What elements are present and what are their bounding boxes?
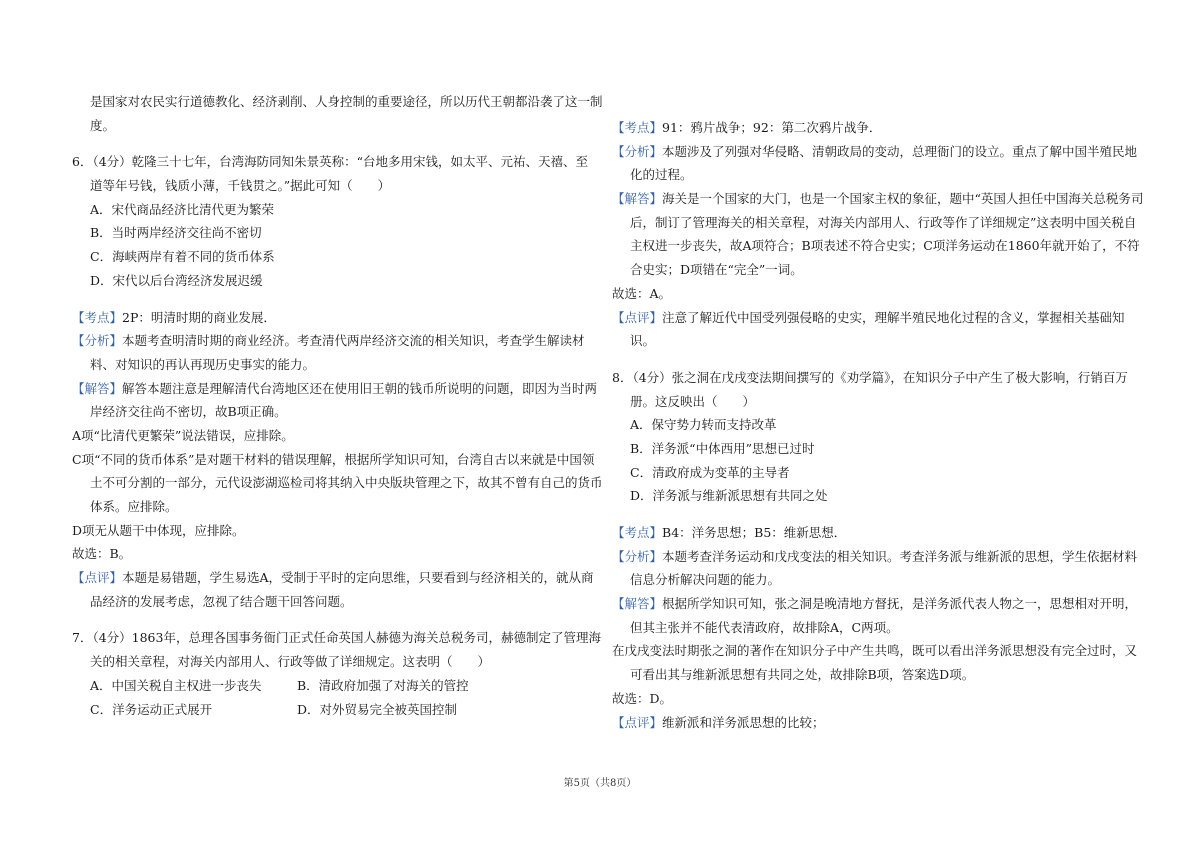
question-7-stem: 7．（4分）1863年，总理各国事务衙门正式任命英国人赫德为海关总税务司，赫德制定了管理海 xyxy=(72,630,601,646)
question-6-stem: 道等年号钱，钱质小薄，千钱贯之。”据此可知（ ） xyxy=(90,178,391,194)
q6-fenxi-cont: 料、对知识的再认再现历史事实的能力。 xyxy=(90,356,316,372)
q7-jieda-cont: 主权进一步丧失，故A项符合；B项表述不符合史实；C项洋务运动在1860年就开始了，不符 xyxy=(630,238,1140,254)
question-6-option-d: D．宋代以后台湾经济发展迟缓 xyxy=(90,272,263,288)
question-7-option-b: B．清政府加强了对海关的管控 xyxy=(297,677,469,693)
q6-extra: A项“比清代更繁荣”说法错误，应排除。 xyxy=(72,427,294,443)
jieda-tag: 【解答】 xyxy=(612,191,663,207)
q6-extra: C项“不同的货币体系”是对题干材料的错误理解，根据所学知识可知，台湾自古以来就是中国领 xyxy=(72,451,595,467)
q7-jieda: 【解答】海关是一个国家的大门，也是一个国家主权的象征，题中“英国人担任中国海关总税务司 xyxy=(612,191,1144,207)
q8-jieda: 【解答】根据所学知识可知，张之洞是晚清地方督抚，是洋务派代表人物之一，思想相对开明， xyxy=(612,596,1138,612)
q6-fenxi: 【分析】本题考查明清时期的商业经济。考查清代两岸经济交流的相关知识，考查学生解读材 xyxy=(72,333,585,349)
question-6-option-b: B．当时两岸经济交往尚不密切 xyxy=(90,225,262,241)
q7-dianping-cont: 识。 xyxy=(630,333,656,349)
question-7-options-row xyxy=(72,698,612,722)
dianping-tag: 【点评】 xyxy=(612,714,663,730)
q8-extra: 在戊戌变法时期张之洞的著作在知识分子中产生共鸣，既可以看出洋务派思想没有完全过时，又 xyxy=(612,643,1138,659)
q6-choice: 故选：B。 xyxy=(72,546,132,562)
question-8-option-a: A．保守势力转而支持改革 xyxy=(630,417,777,433)
left-column xyxy=(72,90,612,721)
question-7-option-d: D．对外贸易完全被英国控制 xyxy=(297,701,458,717)
q6-kaodian: 【考点】2P：明清时期的商业发展． xyxy=(72,309,276,325)
kaodian-tag: 【考点】 xyxy=(612,525,663,540)
q6-extra: D项无从题干中体现，应排除。 xyxy=(72,522,245,538)
question-8-option-d: D．洋务派与维新派思想有共同之处 xyxy=(630,488,828,504)
fenxi-tag: 【分析】 xyxy=(72,333,123,349)
dianping-tag: 【点评】 xyxy=(72,570,123,586)
q8-fenxi-cont: 信息分析解决问题的能力。 xyxy=(630,572,781,588)
q8-jieda-cont: 但其主张并不能代表清政府，故排除A，C两项。 xyxy=(630,619,899,635)
question-8-option-c: C．清政府成为变革的主导者 xyxy=(630,464,790,480)
q6-dianping: 【点评】本题是易错题，学生易选A，受制于平时的定向思维，只要看到与经济相关的，就从商 xyxy=(72,570,594,586)
q8-choice: 故选：D。 xyxy=(612,690,673,706)
kaodian-tag: 【考点】 xyxy=(612,120,663,135)
q8-kaodian: 【考点】B4：洋务思想；B5：维新思想． xyxy=(612,525,847,540)
fenxi-tag: 【分析】 xyxy=(612,143,663,159)
q7-jieda-cont: 后，制订了管理海关的相关章程，对海关内部用人、行政等作了详细规定”这表明中国关税自 xyxy=(630,214,1137,230)
kaodian-tag: 【考点】 xyxy=(72,309,123,325)
jieda-tag: 【解答】 xyxy=(612,596,663,612)
jieda-tag: 【解答】 xyxy=(72,380,123,396)
question-8-stem: 册。这反映出（ ） xyxy=(630,393,756,409)
right-column xyxy=(612,116,1152,734)
question-8-option-b: B．洋务派“中体西用”思想已过时 xyxy=(630,440,815,456)
q7-fenxi-cont: 化的过程。 xyxy=(630,167,693,183)
fenxi-tag: 【分析】 xyxy=(612,548,663,564)
q7-fenxi: 【分析】本题涉及了列强对华侵略、清朝政局的变动，总理衙门的设立。重点了解中国半殖民地 xyxy=(612,143,1138,159)
question-6-option-a: A．宋代商品经济比清代更为繁荣 xyxy=(90,201,275,217)
q8-dianping: 【点评】维新派和洋务派思想的比较； xyxy=(612,714,825,730)
question-7-options-row xyxy=(72,674,612,698)
page-footer: 第5页（共8页） xyxy=(563,778,637,789)
question-6-stem: 6．（4分）乾隆三十七年，台湾海防同知朱景英称：“台地多用宋钱，如太平、元祐、天禧、至 xyxy=(72,154,589,170)
q8-extra: 可看出其与维新派思想有共同之处，故排除B项，答案选D项。 xyxy=(630,667,975,683)
q6-jieda: 【解答】解答本题注意是理解清代台湾地区还在使用旧王朝的钱币所说明的问题，即因为当时两 xyxy=(72,380,598,396)
question-8-stem: 8．（4分）张之洞在戊戌变法期间撰写的《劝学篇》，在知识分子中产生了极大影响，行销百万 xyxy=(612,369,1128,385)
question-7-stem: 关的相关章程，对海关内部用人、行政等做了详细规定。这表明（ ） xyxy=(90,654,491,670)
question-7-option-a: A．中国关税自主权进一步丧失 xyxy=(90,677,262,693)
q7-dianping: 【点评】注意了解近代中国受列强侵略的史实，理解半殖民地化过程的含义，掌握相关基础知 xyxy=(612,309,1125,325)
question-7-option-c: C．洋务运动正式展开 xyxy=(90,701,213,717)
q6-extra: 体系。应排除。 xyxy=(90,499,178,514)
q7-choice: 故选：A。 xyxy=(612,285,672,301)
q8-fenxi: 【分析】本题考查洋务运动和戊戌变法的相关知识。考查洋务派与维新派的思想，学生依据材料 xyxy=(612,548,1138,564)
q6-jieda-cont: 岸经济交往尚不密切，故B项正确。 xyxy=(90,404,287,420)
q6-extra: 土不可分割的一部分，元代设澎湖巡检司将其纳入中央版块管理之下，故其不曾有自己的货币 xyxy=(90,475,603,491)
intro-line: 是国家对农民实行道德教化、经济剥削、人身控制的重要途径，所以历代王朝都沿袭了这一制 xyxy=(90,94,603,109)
question-6-option-c: C．海峡两岸有着不同的货币体系 xyxy=(90,249,275,265)
q6-dianping-cont: 品经济的发展考虑，忽视了结合题干回答问题。 xyxy=(90,593,353,609)
q7-jieda-cont: 合史实；D项错在“完全”一词。 xyxy=(630,262,803,278)
dianping-tag: 【点评】 xyxy=(612,309,663,325)
intro-line: 度。 xyxy=(90,117,116,133)
q7-kaodian: 【考点】91：鸦片战争；92：第二次鸦片战争． xyxy=(612,120,882,135)
